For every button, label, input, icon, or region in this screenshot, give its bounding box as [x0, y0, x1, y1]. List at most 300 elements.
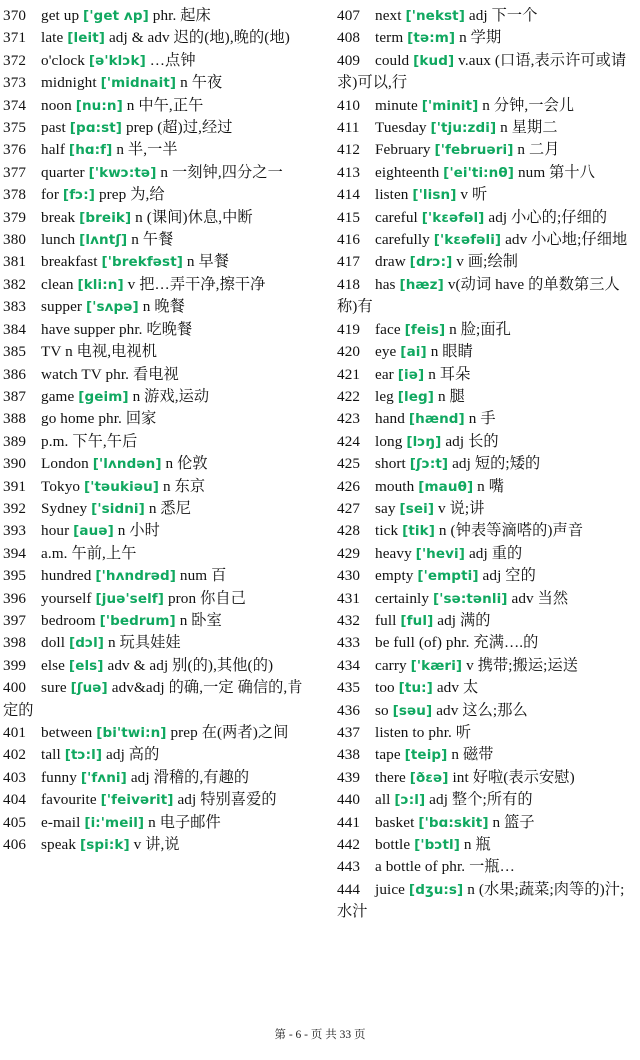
entry-word: eye [375, 343, 397, 361]
vocab-entry [337, 229, 635, 251]
entry-definition: phr. 吃晚餐 [118, 320, 193, 338]
entry-phonetic: ['lisn] [412, 187, 457, 204]
entry-word: hundred [41, 567, 92, 585]
entry-word: so [375, 701, 389, 719]
entry-phonetic: [hænd] [408, 411, 465, 428]
entry-definition: n 小时 [117, 522, 160, 540]
page-footer: 第 - 6 - 页 共 33 页 [274, 1029, 366, 1041]
entry-phonetic: ['lʌndən] [92, 456, 162, 473]
entry-definition: adj 滑稽的,有趣的 [130, 768, 250, 786]
entry-phonetic: ['hevi] [415, 545, 466, 562]
entry-number: 374 [3, 96, 27, 114]
entry-number: 417 [337, 253, 361, 271]
entry-word: hand [375, 410, 405, 428]
entry-definition: phr. 回家 [98, 410, 157, 428]
entry-word: term [375, 29, 404, 47]
vocab-entry [337, 162, 635, 184]
vocab-entry [3, 565, 303, 587]
entry-number: 439 [337, 768, 361, 786]
entry-definition: v 携带;搬运;运送 [466, 656, 579, 674]
entry-definition: adj 空的 [482, 567, 536, 585]
entry-phonetic: ['sə:tənli] [432, 590, 508, 607]
entry-number: 412 [337, 141, 361, 159]
entry-phonetic: ['hʌndrəd] [95, 568, 177, 585]
entry-phonetic: [lʌntʃ] [79, 232, 128, 249]
entry-number: 395 [3, 567, 27, 585]
entry-phonetic: [dʒu:s] [408, 881, 464, 898]
entry-phonetic: [sei] [399, 500, 435, 517]
entry-word: sure [41, 679, 67, 697]
entry-phonetic: ['feivərit] [100, 792, 174, 809]
entry-phonetic: [ai] [400, 344, 427, 361]
entry-number: 440 [337, 791, 361, 809]
entry-definition: phr. 起床 [152, 7, 211, 24]
entry-definition: v 讲,说 [133, 836, 180, 854]
vocab-entry [337, 520, 635, 542]
entry-word: Tuesday [375, 119, 427, 137]
entry-definition: n 悉尼 [148, 499, 191, 517]
vocab-entry [3, 655, 303, 677]
entry-definition: adj 长的 [445, 432, 499, 450]
entry-word: basket [375, 813, 415, 831]
entry-number: 432 [337, 611, 361, 629]
entry-definition: phr. 看电视 [105, 365, 179, 383]
vocab-entry [3, 408, 303, 430]
vocab-entry [337, 386, 635, 408]
entry-word: late [41, 29, 64, 47]
vocab-entry [337, 27, 635, 49]
entry-definition: adj & adv 迟的(地),晚的(地) [108, 29, 290, 47]
vocab-entry [3, 274, 303, 296]
vocab-entry [3, 139, 303, 161]
entry-number: 409 [337, 51, 361, 69]
entry-word: draw [375, 253, 406, 271]
entry-definition: n 卧室 [179, 611, 222, 629]
entry-phonetic: ['brekfəst] [101, 254, 184, 271]
vocab-entry [3, 632, 303, 654]
entry-word: careful [375, 208, 418, 226]
entry-definition: v(动词 have 的单数第三人称)有 [337, 275, 620, 316]
vocab-entry [337, 812, 635, 834]
entry-word: get up [41, 7, 80, 24]
entry-definition: adj 小心的;仔细的 [488, 208, 608, 226]
entry-number: 388 [3, 410, 27, 428]
entry-number: 425 [337, 455, 361, 473]
entry-definition: n 游戏,运动 [132, 387, 210, 405]
entry-definition: v 画;绘制 [456, 253, 519, 271]
entry-definition: n 半,一半 [116, 141, 178, 159]
entry-word: short [375, 455, 406, 473]
vocab-entry [337, 408, 635, 430]
entry-definition: prep 在(两者)之间 [170, 724, 289, 741]
entry-phonetic: ['bɑ:skit] [418, 814, 489, 831]
entry-word: bottle [375, 836, 411, 854]
entry-phonetic: [ðεə] [409, 769, 449, 786]
entry-number: 407 [337, 7, 361, 24]
entry-phonetic: [leg] [397, 388, 435, 405]
entry-phonetic: [lɔŋ] [406, 433, 442, 450]
entry-number: 399 [3, 656, 27, 674]
entry-word: have supper [41, 320, 116, 338]
entry-word: half [41, 141, 66, 159]
entry-definition: adj 下一个 [468, 7, 538, 24]
entry-number: 428 [337, 522, 361, 540]
vocab-entry [337, 319, 635, 341]
entry-phonetic: [iə] [397, 366, 425, 383]
vocab-entry [3, 5, 303, 27]
entry-definition: n 分钟,一会儿 [482, 96, 575, 114]
vocab-entry [3, 27, 303, 49]
entry-phonetic: ['kεəfəl] [421, 209, 485, 226]
entry-word: there [375, 768, 406, 786]
entry-number: 413 [337, 163, 361, 181]
vocab-entry [337, 856, 635, 878]
entry-number: 419 [337, 320, 361, 338]
vocab-entry [337, 767, 635, 789]
entry-number: 404 [3, 791, 27, 809]
entry-word: juice [375, 880, 406, 898]
entry-phonetic: [drɔ:] [409, 254, 453, 271]
vocab-entry [3, 476, 303, 498]
entry-number: 442 [337, 836, 361, 854]
entry-number: 389 [3, 432, 27, 450]
vocab-entry [3, 364, 303, 386]
entry-phonetic: [nu:n] [75, 97, 123, 114]
entry-definition: 午前,上午 [71, 544, 137, 562]
vocab-entry [337, 364, 635, 386]
entry-definition: prep 为,给 [98, 186, 165, 204]
entry-number: 380 [3, 231, 27, 249]
vocab-entry [3, 95, 303, 117]
vocab-entry [3, 386, 303, 408]
entry-number: 405 [3, 813, 27, 831]
entry-definition: n 二月 [517, 141, 560, 159]
entry-definition: n 早餐 [186, 253, 230, 271]
entry-number: 378 [3, 186, 27, 204]
vocab-entry [337, 50, 635, 95]
entry-definition: n 篮子 [492, 813, 535, 831]
entry-word: long [375, 432, 403, 450]
entry-word: else [41, 656, 66, 674]
entry-number: 402 [3, 746, 27, 764]
entry-word: Sydney [41, 499, 88, 517]
vocab-entry [337, 274, 635, 319]
entry-phonetic: [hɑ:f] [68, 142, 113, 159]
entry-number: 406 [3, 836, 27, 854]
entry-word: tape [375, 746, 401, 764]
entry-number: 400 [3, 679, 27, 697]
entry-definition: adv&adj 的确,一定 确信的,肯定的 [3, 679, 303, 719]
entry-phonetic: ['tju:zdi] [430, 120, 497, 137]
entry-definition: n 手 [468, 410, 496, 428]
vocab-entry [337, 207, 635, 229]
entry-phonetic: [tə:m] [407, 30, 456, 47]
entry-phonetic: ['get ʌp] [83, 8, 149, 24]
vocab-entry [337, 476, 635, 498]
entry-phonetic: ['nekst] [405, 8, 465, 24]
entry-definition: phr. 一瓶… [441, 858, 515, 876]
entry-phonetic: ['kwɔ:tə] [88, 164, 157, 181]
vocab-entry [3, 117, 303, 139]
entry-word: break [41, 208, 76, 226]
entry-word: listen [375, 186, 409, 204]
entry-phonetic: [hæz] [399, 276, 444, 293]
vocab-entry [3, 498, 303, 520]
entry-number: 424 [337, 432, 361, 450]
entry-definition: int 好啦(表示安慰) [452, 768, 575, 786]
entry-phonetic: [leit] [67, 30, 106, 47]
entry-phonetic: [tu:] [398, 680, 433, 697]
entry-definition: n 玩具娃娃 [107, 634, 181, 652]
entry-definition: adv & adj 别(的),其他(的) [107, 656, 274, 674]
entry-number: 436 [337, 701, 361, 719]
entry-number: 403 [3, 768, 27, 786]
entry-phonetic: [geim] [78, 388, 129, 405]
entry-word: TV [41, 343, 62, 361]
entry-word: be full (of) [375, 634, 442, 652]
entry-definition: n 伦敦 [165, 455, 208, 473]
entry-definition: n (钟表等滴嗒的)声音 [438, 522, 584, 540]
entry-number: 441 [337, 813, 361, 831]
vocab-entry [337, 95, 635, 117]
vocab-entry [337, 655, 635, 677]
entry-definition: n 中午,正午 [126, 96, 204, 114]
entry-phonetic: [ɔ:l] [394, 792, 426, 809]
vocab-entry [337, 879, 635, 924]
entry-number: 430 [337, 567, 361, 585]
entry-word: supper [41, 298, 83, 316]
entry-number: 408 [337, 29, 361, 47]
entry-word: London [41, 455, 89, 473]
entry-definition: adj 重的 [468, 544, 523, 562]
vocab-entry [3, 789, 303, 811]
entry-number: 383 [3, 298, 27, 316]
entry-phonetic: [tik] [402, 523, 435, 540]
entry-word: has [375, 275, 396, 293]
entry-number: 386 [3, 365, 27, 383]
entry-number: 410 [337, 96, 361, 114]
entry-number: 444 [337, 880, 361, 898]
entry-phonetic: ['ei'ti:nθ] [443, 164, 515, 181]
entry-number: 401 [3, 724, 27, 741]
entry-definition: n 眼睛 [430, 343, 473, 361]
vocab-entry [337, 341, 635, 363]
entry-number: 411 [337, 119, 360, 137]
entry-number: 438 [337, 746, 361, 764]
vocab-entry [3, 744, 303, 766]
entry-number: 427 [337, 499, 361, 517]
entry-definition: n 学期 [459, 29, 502, 47]
vocab-entry [337, 5, 635, 27]
entry-number: 420 [337, 343, 361, 361]
entry-number: 392 [3, 499, 27, 517]
vocab-entry [337, 610, 635, 632]
entry-definition: n 星期二 [500, 119, 558, 137]
entry-number: 379 [3, 208, 27, 226]
entry-word: Tokyo [41, 477, 81, 495]
vocab-entry [3, 251, 303, 273]
vocab-entry [337, 117, 635, 139]
entry-phonetic: ['kæri] [410, 657, 463, 674]
entry-number: 418 [337, 275, 361, 293]
vocab-entry [3, 162, 303, 184]
entry-phonetic: ['fʌni] [80, 769, 127, 786]
vocab-entry [337, 588, 635, 610]
entry-number: 381 [3, 253, 27, 271]
vocab-entry [3, 296, 303, 318]
vocab-entry [337, 498, 635, 520]
vocab-entry [3, 610, 303, 632]
entry-number: 443 [337, 858, 361, 876]
entry-word: could [375, 51, 410, 69]
entry-definition: n 午餐 [131, 231, 174, 249]
entry-phonetic: [ə'klɔk] [88, 52, 146, 69]
entry-word: face [375, 320, 401, 338]
entry-word: a.m. [41, 544, 68, 562]
vocab-entry [3, 431, 303, 453]
entry-number: 387 [3, 387, 27, 405]
entry-number: 371 [3, 29, 27, 47]
entry-word: heavy [375, 544, 412, 562]
entry-phonetic: ['empti] [417, 568, 479, 585]
entry-word: ear [375, 365, 394, 383]
entry-phonetic: [fɔ:] [62, 187, 96, 204]
vocab-entry [337, 565, 635, 587]
entry-word: too [375, 679, 395, 697]
entry-phonetic: [els] [68, 657, 104, 674]
entry-word: funny [41, 768, 77, 786]
entry-definition: v 说;讲 [438, 499, 485, 517]
entry-phonetic: ['sidni] [91, 500, 145, 517]
entry-definition: adj 高的 [106, 746, 160, 764]
vocab-entry [337, 700, 635, 722]
entry-word: February [375, 141, 431, 159]
entry-phonetic: ['bɔtl] [414, 837, 461, 854]
vocab-entry [337, 543, 635, 565]
entry-definition: adj 短的;矮的 [452, 455, 541, 473]
entry-number: 423 [337, 410, 361, 428]
vocab-entry [337, 834, 635, 856]
entry-definition: n 嘴 [477, 477, 505, 495]
entry-phonetic: [juə'self] [95, 590, 165, 607]
entry-word: midnight [41, 74, 97, 92]
entry-phonetic: [bi'twi:n] [96, 725, 167, 741]
entry-word: yourself [41, 589, 92, 607]
entry-word: next [375, 7, 402, 24]
entry-word: a bottle of [375, 858, 438, 876]
vocab-entry [337, 789, 635, 811]
vocab-entry [337, 184, 635, 206]
entry-word: minute [375, 96, 418, 114]
entry-definition: prep (超)过,经过 [125, 119, 233, 137]
entry-definition: n 电子邮件 [148, 813, 221, 831]
left-column [3, 5, 303, 856]
entry-word: favourite [41, 791, 97, 809]
entry-definition: n 瓶 [463, 836, 491, 854]
entry-number: 394 [3, 544, 27, 562]
entry-word: hour [41, 522, 70, 540]
entry-phonetic: [ʃuə] [70, 680, 108, 697]
vocab-entry [337, 722, 635, 744]
entry-word: carry [375, 656, 407, 674]
entry-number: 373 [3, 74, 27, 92]
entry-word: quarter [41, 163, 85, 181]
entry-number: 435 [337, 679, 361, 697]
entry-phonetic: ['sʌpə] [86, 299, 139, 316]
entry-word: game [41, 387, 75, 405]
entry-number: 433 [337, 634, 361, 652]
entry-word: full [375, 611, 397, 629]
entry-number: 396 [3, 589, 27, 607]
entry-phonetic: [dɔl] [68, 635, 105, 652]
vocab-entry [3, 453, 303, 475]
entry-definition: n 腿 [437, 387, 465, 405]
entry-number: 390 [3, 455, 27, 473]
entry-phonetic: [ʃɔ:t] [409, 456, 449, 473]
vocab-entry [3, 341, 303, 363]
entry-number: 391 [3, 477, 27, 495]
entry-phonetic: [mauθ] [418, 478, 474, 495]
vocab-entry [337, 453, 635, 475]
entry-phonetic: ['təukiəu] [84, 478, 160, 495]
entry-definition: v.aux (口语,表示许可或请求)可以,行 [337, 51, 627, 92]
entry-number: 376 [3, 141, 27, 159]
vocab-entry [3, 677, 303, 722]
entry-number: 375 [3, 119, 27, 137]
entry-definition: v 把…弄干净,擦干净 [127, 275, 266, 293]
entry-number: 422 [337, 387, 361, 405]
entry-word: eighteenth [375, 163, 440, 181]
vocab-entry [3, 767, 303, 789]
entry-number: 397 [3, 611, 27, 629]
entry-definition: 下午,午后 [72, 432, 138, 450]
entry-word: between [41, 724, 93, 741]
entry-phonetic: [kud] [413, 52, 455, 69]
vocab-entry [3, 812, 303, 834]
entry-number: 384 [3, 320, 27, 338]
entry-definition: num 百 [179, 567, 227, 585]
entry-definition: phr. 充满….的 [445, 634, 539, 652]
entry-word: breakfast [41, 253, 98, 271]
entry-number: 431 [337, 589, 361, 607]
entry-word: past [41, 119, 66, 137]
entry-definition: n 耳朵 [428, 365, 471, 383]
entry-number: 437 [337, 724, 361, 741]
entry-definition: …点钟 [149, 51, 196, 69]
entry-number: 393 [3, 522, 27, 540]
entry-phonetic: [i:'meil] [84, 814, 145, 831]
entry-word: carefully [375, 231, 430, 249]
vocab-entry [3, 588, 303, 610]
entry-word: certainly [375, 589, 430, 607]
entry-definition: n 午夜 [180, 74, 223, 92]
vocab-entry [3, 722, 303, 744]
entry-number: 398 [3, 634, 27, 652]
entry-definition: v 听 [460, 186, 488, 204]
entry-word: p.m. [41, 432, 69, 450]
entry-word: tick [375, 522, 399, 540]
entry-definition: n 一刻钟,四分之一 [160, 163, 283, 181]
entry-definition: adv 这么;那么 [436, 701, 528, 719]
vocab-entry [3, 520, 303, 542]
entry-number: 385 [3, 343, 27, 361]
entry-number: 372 [3, 51, 27, 69]
entry-number: 370 [3, 7, 27, 24]
entry-word: empty [375, 567, 414, 585]
entry-definition: n (水果;蔬菜;肉等的)汁;水汁 [337, 880, 625, 921]
entry-definition: adv 小心地;仔细地 [505, 231, 628, 249]
entry-number: 429 [337, 544, 361, 562]
